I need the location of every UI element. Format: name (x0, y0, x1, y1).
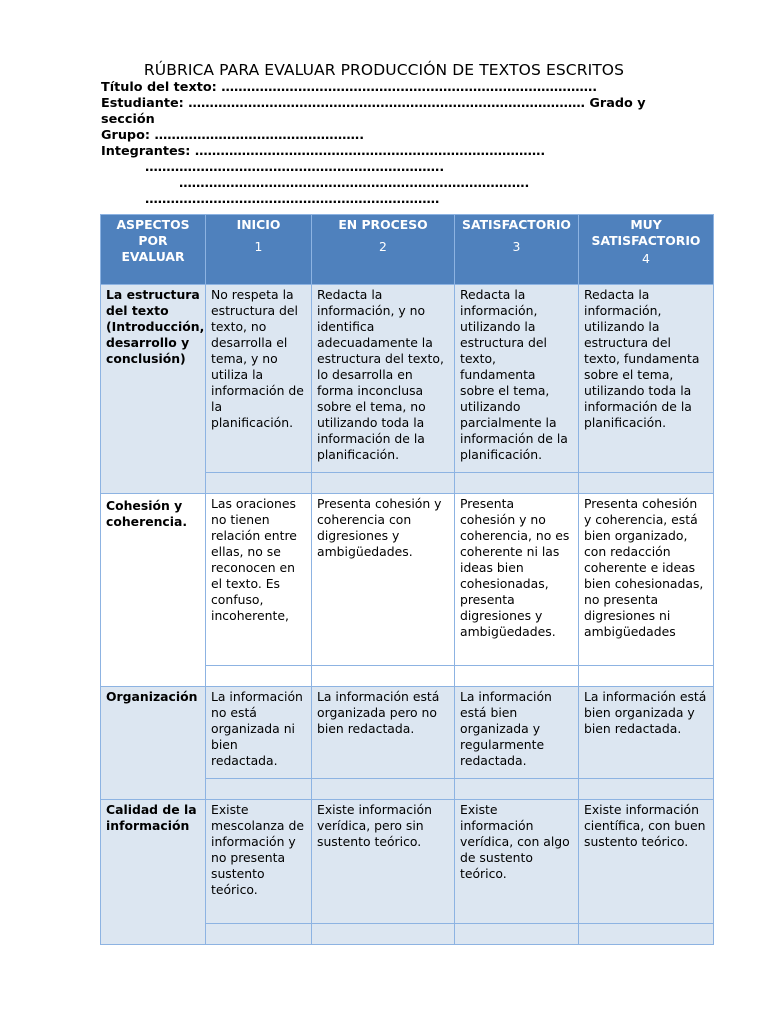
descriptor-cell: La información está organizada pero no bien redactada. (312, 687, 455, 779)
criterion-row-organization (101, 687, 714, 779)
integrantes-line-3: ………………………………………………………………………. (179, 176, 530, 191)
score-cell (455, 473, 579, 494)
header-row (101, 215, 714, 285)
criterion-row-cohesion (101, 494, 714, 666)
header-level-4: MUY SATISFACTORIO 4 (579, 215, 714, 285)
score-cell (206, 779, 312, 800)
aspect-label: Calidad de la información (101, 800, 206, 945)
score-cell (455, 924, 579, 945)
score-cell (579, 779, 714, 800)
criterion-row-structure (101, 285, 714, 473)
descriptor-cell: La información no está organizada ni bien redactada. (206, 687, 312, 779)
field-grupo: Grupo: …………………………………………. (101, 128, 365, 143)
score-cell (455, 779, 579, 800)
descriptor-cell: Existe información verídica, pero sin sustento teórico. (312, 800, 455, 924)
descriptor-cell: La información está bien organizada y bien redactada. (579, 687, 714, 779)
score-cell (455, 666, 579, 687)
descriptor-cell: Existe información verídica, con algo de sustento teórico. (455, 800, 579, 924)
field-estudiante: Estudiante: ………………………………………………………………………………… Grado y sección (101, 96, 646, 127)
aspect-label: Organización (101, 687, 206, 800)
integrantes-line-4: …………………………………………………………… (145, 192, 440, 207)
descriptor-cell: Existe información científica, con buen sustento teórico. (579, 800, 714, 924)
score-cell (206, 666, 312, 687)
header-level-3: SATISFACTORIO 3 (455, 215, 579, 285)
integrantes-line-2: ……………………………………………………………. (145, 160, 445, 175)
criterion-row-quality (101, 800, 714, 924)
score-cell (579, 666, 714, 687)
header-aspect: ASPECTOS POR EVALUAR (101, 215, 206, 285)
descriptor-cell: Presenta cohesión y no coherencia, no es coherente ni las ideas bien cohesionadas, presenta digresiones y ambigüedades. (455, 494, 579, 666)
field-integrantes: Integrantes: ………………………………………………………………………. (101, 144, 546, 159)
header-level-2: EN PROCESO 2 (312, 215, 455, 285)
score-cell (312, 924, 455, 945)
descriptor-cell: Presenta cohesión y coherencia con digresiones y ambigüedades. (312, 494, 455, 666)
score-cell (579, 924, 714, 945)
document-title: RÚBRICA PARA EVALUAR PRODUCCIÓN DE TEXTOS ESCRITOS (143, 61, 625, 79)
descriptor-cell: No respeta la estructura del texto, no desarrolla el tema, y no utiliza la información de la planificación. (206, 285, 312, 473)
aspect-label: La estructura del texto (Introducción, desarrollo y conclusión) (101, 285, 206, 494)
header-level-1: INICIO 1 (206, 215, 312, 285)
score-cell (312, 473, 455, 494)
descriptor-cell: La información está bien organizada y regularmente redactada. (455, 687, 579, 779)
descriptor-cell: Las oraciones no tienen relación entre ellas, no se reconocen en el texto. Es confuso, incoherente, (206, 494, 312, 666)
student-fields (101, 80, 661, 208)
descriptor-cell: Presenta cohesión y coherencia, está bien organizado, con redacción coherente e ideas bien cohesionadas, no presenta digresiones ni ambigüedades (579, 494, 714, 666)
score-cell (579, 473, 714, 494)
descriptor-cell: Redacta la información, utilizando la estructura del texto, fundamenta sobre el tema, utilizando parcialmente la información de la planificación. (455, 285, 579, 473)
score-cell (206, 924, 312, 945)
descriptor-cell: Redacta la información, utilizando la estructura del texto, fundamenta sobre el tema, utilizando toda la información de la planificación. (579, 285, 714, 473)
aspect-label: Cohesión y coherencia. (101, 494, 206, 687)
score-cell (312, 779, 455, 800)
descriptor-cell: Redacta la información, y no identifica adecuadamente la estructura del texto, lo desarrolla en forma inconclusa sobre el tema, no utilizando toda la información de la planificación. (312, 285, 455, 473)
descriptor-cell: Existe mescolanza de información y no presenta sustento teórico. (206, 800, 312, 924)
field-titulo: Título del texto: ……………………………………………………………………………. (101, 80, 598, 95)
rubric-table (100, 214, 714, 945)
score-cell (206, 473, 312, 494)
score-cell (312, 666, 455, 687)
